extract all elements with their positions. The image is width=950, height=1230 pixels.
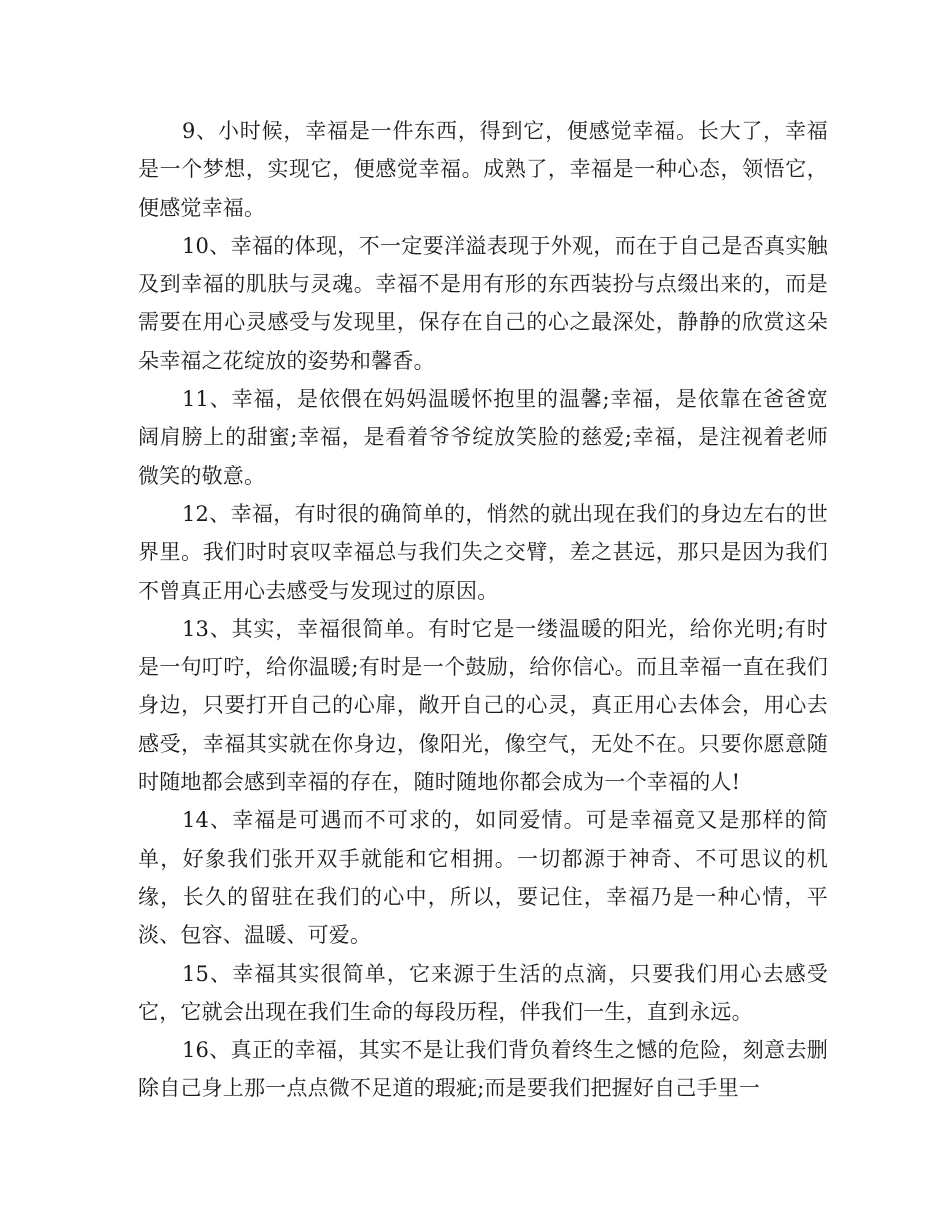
document-body [138, 112, 828, 1108]
paragraph-12: 12、幸福，有时很的确简单的，悄然的就出现在我们的身边左右的世界里。我们时时哀叹幸福总与我们失之交臂，差之甚远，那只是因为我们不曾真正用心去感受与发现过的原因。 [138, 501, 828, 603]
paragraph-16: 16、真正的幸福，其实不是让我们背负着终生之憾的危险，刻意去删除自己身上那一点点微不足道的瑕疵;而是要我们把握好自己手里一 [138, 1038, 828, 1101]
paragraph-15: 15、幸福其实很简单，它来源于生活的点滴，只要我们用心去感受它，它就会出现在我们生命的每段历程，伴我们一生，直到永远。 [138, 961, 828, 1024]
paragraph-13: 13、其实，幸福很简单。有时它是一缕温暖的阳光，给你光明;有时是一句叮咛，给你温暖;有时是一个鼓励，给你信心。而且幸福一直在我们身边，只要打开自己的心扉，敞开自己的心灵，真正用心去体会，用心去感受，幸福其实就在你身边，像阳光，像空气，无处不在。只要你愿意随时随地都会感到幸福的存在，随时随地你都会成为一个幸福的人! [138, 616, 828, 795]
paragraph-14: 14、幸福是可遇而不可求的，如同爱情。可是幸福竟又是那样的简单，好象我们张开双手就能和它相拥。一切都源于神奇、不可思议的机缘，长久的留驻在我们的心中，所以，要记住，幸福乃是一种心情，平淡、包容、温暖、可爱。 [138, 808, 828, 948]
paragraph-10: 10、幸福的体现，不一定要洋溢表现于外观，而在于自己是否真实触及到幸福的肌肤与灵魂。幸福不是用有形的东西装扮与点缀出来的，而是需要在用心灵感受与发现里，保存在自己的心之最深处，静静的欣赏这朵朵幸福之花绽放的姿势和馨香。 [138, 233, 828, 373]
paragraph-9: 9、小时候，幸福是一件东西，得到它，便感觉幸福。长大了，幸福是一个梦想，实现它，便感觉幸福。成熟了，幸福是一种心态，领悟它，便感觉幸福。 [138, 119, 828, 220]
paragraph-11: 11、幸福，是依偎在妈妈温暖怀抱里的温馨;幸福，是依靠在爸爸宽阔肩膀上的甜蜜;幸福，是看着爷爷绽放笑脸的慈爱;幸福，是注视着老师微笑的敬意。 [138, 387, 828, 488]
